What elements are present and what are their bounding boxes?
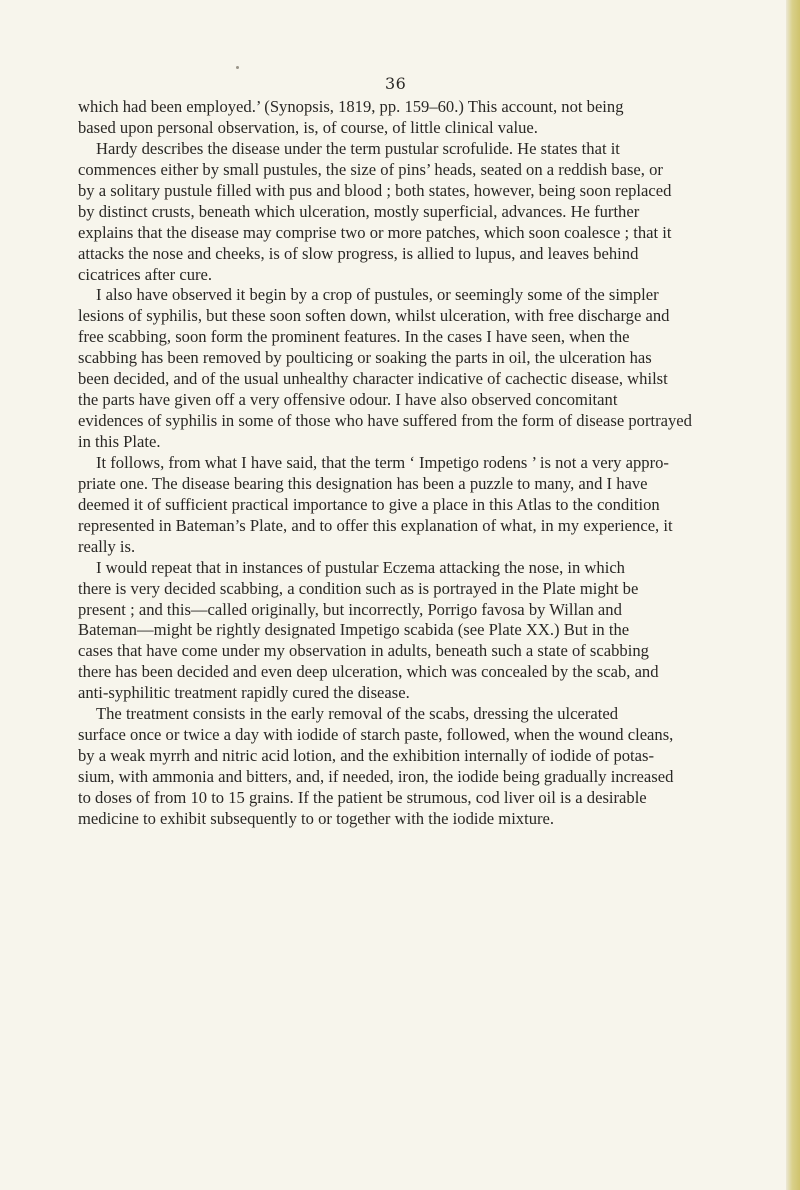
text-line	[0, 725, 800, 746]
line-text: I would repeat that in instances of pustular Eczema attacking the nose, in which	[96, 557, 625, 577]
text-line	[0, 662, 800, 683]
line-text: medicine to exhibit subsequently to or together with the iodide mixture.	[78, 808, 555, 828]
text-line	[0, 118, 800, 139]
text-line	[0, 181, 800, 202]
line-text: to doses of from 10 to 15 grains. If the patient be strumous, cod liver oil is a desirable	[78, 787, 647, 807]
text-line	[0, 788, 800, 809]
text-line	[0, 348, 800, 369]
text-line	[0, 683, 800, 704]
line-text: lesions of syphilis, but these soon soften down, whilst ulceration, with free discharge and	[78, 306, 670, 326]
text-line	[0, 474, 800, 495]
text-line	[0, 97, 800, 118]
text-line	[0, 223, 800, 244]
text-line	[0, 516, 800, 537]
text-line	[0, 265, 800, 286]
line-text: there has been decided and even deep ulceration, which was concealed by the scab, and	[78, 662, 659, 682]
text-line	[0, 202, 800, 223]
line-text: cicatrices after cure.	[78, 264, 213, 284]
line-text: anti-syphilitic treatment rapidly cured the disease.	[78, 683, 410, 703]
text-line	[0, 453, 800, 474]
line-text: deemed it of sufficient practical importance to give a place in this Atlas to the condition	[78, 494, 660, 514]
line-text: priate one. The disease bearing this designation has been a puzzle to many, and I have	[78, 473, 648, 493]
text-line	[0, 327, 800, 348]
line-text: Bateman—might be rightly designated Impetigo scabida (see Plate XX.) But in the	[78, 620, 630, 640]
text-line	[0, 306, 800, 327]
text-line	[0, 139, 800, 160]
line-text: attacks the nose and cheeks, is of slow progress, is allied to lupus, and leaves behind	[78, 243, 639, 263]
text-line	[0, 390, 800, 411]
line-text: I also have observed it begin by a crop of pustules, or seemingly some of the simpler	[96, 285, 659, 305]
page-number: 36	[385, 74, 407, 93]
line-text: explains that the disease may comprise two or more patches, which soon coalesce ; that it	[78, 222, 672, 242]
text-line	[0, 579, 800, 600]
line-text: the parts have given off a very offensive odour. I have also observed concomitant	[78, 390, 618, 410]
line-text: commences either by small pustules, the size of pins’ heads, seated on a reddish base, or	[78, 159, 663, 179]
line-text: been decided, and of the usual unhealthy character indicative of cachectic disease, whilst	[78, 369, 668, 389]
text-line	[0, 432, 800, 453]
line-text: It follows, from what I have said, that the term ‘ Impetigo rodens ’ is not a very appro-	[96, 452, 669, 472]
line-text: sium, with ammonia and bitters, and, if needed, iron, the iodide being gradually increased	[78, 767, 674, 786]
text-line	[0, 244, 800, 265]
text-line	[0, 537, 800, 558]
line-text: represented in Bateman’s Plate, and to offer this explanation of what, in my experience, it	[78, 515, 673, 535]
text-line	[0, 746, 800, 767]
text-line	[0, 495, 800, 516]
ink-speck	[236, 66, 239, 69]
line-text: by a weak myrrh and nitric acid lotion, and the exhibition internally of iodide of potas-	[78, 746, 655, 766]
text-line	[0, 369, 800, 390]
line-text: scabbing has been removed by poulticing or soaking the parts in oil, the ulceration has	[78, 348, 652, 368]
line-text: by a solitary pustule filled with pus and blood ; both states, however, being soon replaced	[78, 180, 672, 200]
line-text: evidences of syphilis in some of those who have suffered from the form of disease portrayed	[78, 411, 692, 431]
line-text: really is.	[78, 536, 136, 556]
line-text: there is very decided scabbing, a condition such as is portrayed in the Plate might be	[78, 578, 639, 598]
line-text: by distinct crusts, beneath which ulceration, mostly superficial, advances. He further	[78, 201, 640, 221]
line-text: The treatment consists in the early removal of the scabs, dressing the ulcerated	[96, 704, 619, 724]
text-line	[0, 600, 800, 621]
text-line	[0, 411, 800, 432]
line-text: Hardy describes the disease under the term pustular scrofulide. He states that it	[96, 138, 620, 158]
text-line	[0, 809, 800, 830]
text-line	[0, 620, 800, 641]
text-line	[0, 704, 800, 725]
line-text: surface once or twice a day with iodide of starch paste, followed, when the wound cleans,	[78, 725, 674, 745]
text-line	[0, 160, 800, 181]
body-text	[0, 97, 800, 830]
line-text: which had been employed.’ (Synopsis, 1819, pp. 159–60.) This account, not being	[78, 97, 624, 116]
text-line	[0, 767, 800, 788]
line-text: based upon personal observation, is, of course, of little clinical value.	[78, 117, 538, 137]
line-text: free scabbing, soon form the prominent features. In the cases I have seen, when the	[78, 327, 630, 347]
line-text: cases that have come under my observation in adults, beneath such a state of scabbing	[78, 641, 649, 661]
line-text: in this Plate.	[78, 432, 161, 451]
text-line	[0, 558, 800, 579]
text-line	[0, 285, 800, 306]
line-text: present ; and this—called originally, but incorrectly, Porrigo favosa by Willan and	[78, 599, 622, 619]
text-line	[0, 641, 800, 662]
